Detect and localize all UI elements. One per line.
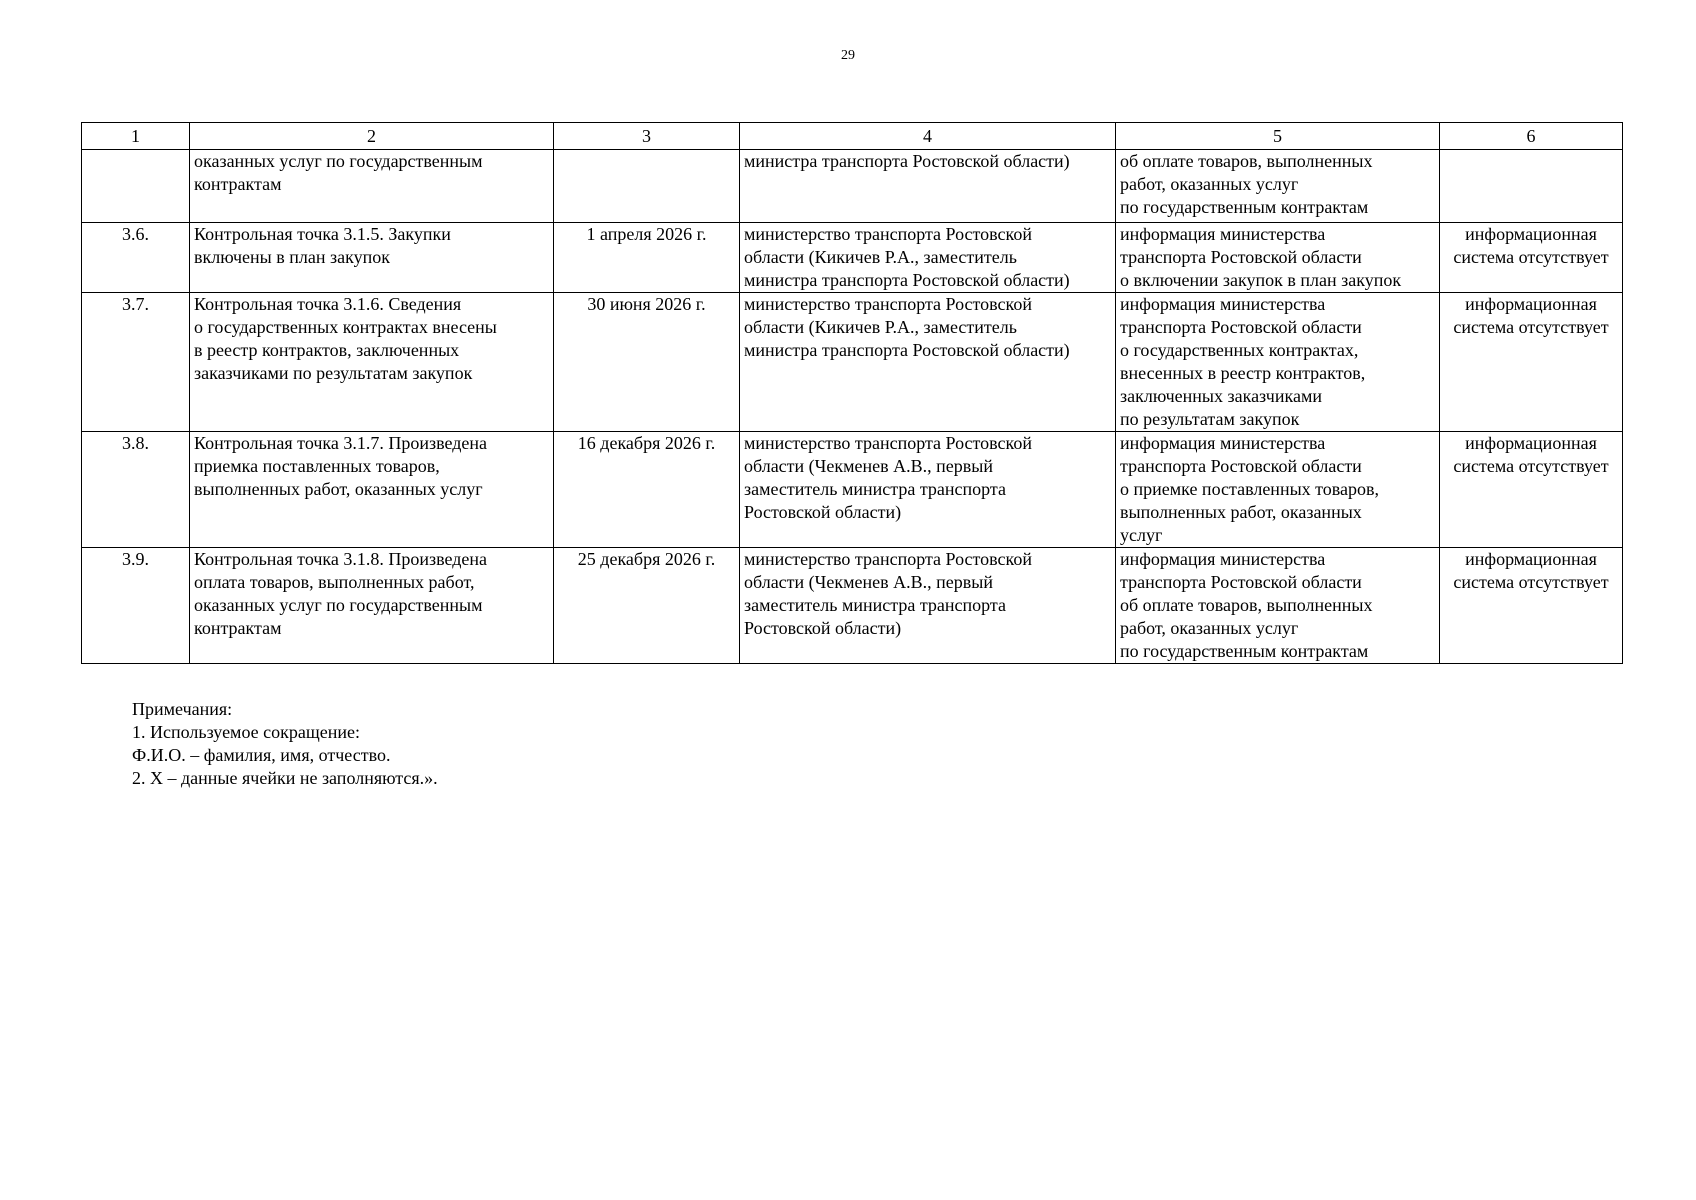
notes-section	[132, 698, 438, 790]
table-row	[82, 223, 1623, 293]
row-date-cell	[554, 150, 740, 223]
table-row	[82, 548, 1623, 664]
row-responsible-cell: министерство транспорта Ростовской области (Чекменев А.В., первый заместитель министра транспорта Ростовской области)	[740, 432, 1116, 548]
row-system-cell: информационная система отсутствует	[1440, 432, 1623, 548]
row-document-cell: информация министерства транспорта Ростовской области о приемке поставленных товаров, выполненных работ, оказанных услуг	[1116, 432, 1440, 548]
notes-title: Примечания:	[132, 699, 233, 719]
header-cell-2: 2	[190, 123, 554, 150]
header-cell-5: 5	[1116, 123, 1440, 150]
row-document-cell: информация министерства транспорта Ростовской области о включении закупок в план закупок	[1116, 223, 1440, 293]
row-date-cell: 16 декабря 2026 г.	[554, 432, 740, 548]
row-date-cell: 1 апреля 2026 г.	[554, 223, 740, 293]
row-responsible-cell: министерство транспорта Ростовской области (Кикичев Р.А., заместитель министра транспорта Ростовской области)	[740, 293, 1116, 432]
header-cell-6: 6	[1440, 123, 1623, 150]
note-item: 1. Используемое сокращение:	[132, 722, 360, 742]
row-number-cell	[82, 150, 190, 223]
row-description-cell: Контрольная точка 3.1.6. Сведения о государственных контрактах внесены в реестр контрактов, заключенных заказчиками по результатам закупок	[190, 293, 554, 432]
table-row	[82, 293, 1623, 432]
events-table	[81, 122, 1623, 664]
row-responsible-cell: министерство транспорта Ростовской области (Чекменев А.В., первый заместитель министра транспорта Ростовской области)	[740, 548, 1116, 664]
page-number: 29	[841, 48, 855, 63]
header-cell-4: 4	[740, 123, 1116, 150]
row-description-cell: Контрольная точка 3.1.8. Произведена оплата товаров, выполненных работ, оказанных услуг по государственным контрактам	[190, 548, 554, 664]
row-document-cell: информация министерства транспорта Ростовской области об оплате товаров, выполненных работ, оказанных услуг по государственным контрактам	[1116, 548, 1440, 664]
row-number-cell: 3.6.	[82, 223, 190, 293]
header-cell-3: 3	[554, 123, 740, 150]
table-header-row	[82, 123, 1623, 150]
row-system-cell: информационная система отсутствует	[1440, 293, 1623, 432]
row-number-cell: 3.8.	[82, 432, 190, 548]
header-cell-1: 1	[82, 123, 190, 150]
row-description-cell: Контрольная точка 3.1.7. Произведена приемка поставленных товаров, выполненных работ, оказанных услуг	[190, 432, 554, 548]
note-item: Ф.И.О. – фамилия, имя, отчество.	[132, 745, 391, 765]
row-system-cell: информационная система отсутствует	[1440, 548, 1623, 664]
row-document-cell: об оплате товаров, выполненных работ, оказанных услуг по государственным контрактам	[1116, 150, 1440, 223]
table-row	[82, 432, 1623, 548]
row-description-cell: Контрольная точка 3.1.5. Закупки включены в план закупок	[190, 223, 554, 293]
row-system-cell: информационная система отсутствует	[1440, 223, 1623, 293]
row-document-cell: информация министерства транспорта Ростовской области о государственных контрактах, внесенных в реестр контрактов, заключенных заказчиками по результатам закупок	[1116, 293, 1440, 432]
row-description-cell: оказанных услуг по государственным контрактам	[190, 150, 554, 223]
table-row	[82, 150, 1623, 223]
row-number-cell: 3.7.	[82, 293, 190, 432]
row-system-cell	[1440, 150, 1623, 223]
row-responsible-cell: министра транспорта Ростовской области)	[740, 150, 1116, 223]
row-date-cell: 30 июня 2026 г.	[554, 293, 740, 432]
row-number-cell: 3.9.	[82, 548, 190, 664]
note-item: 2. Х – данные ячейки не заполняются.».	[132, 768, 438, 788]
row-responsible-cell: министерство транспорта Ростовской области (Кикичев Р.А., заместитель министра транспорта Ростовской области)	[740, 223, 1116, 293]
row-date-cell: 25 декабря 2026 г.	[554, 548, 740, 664]
